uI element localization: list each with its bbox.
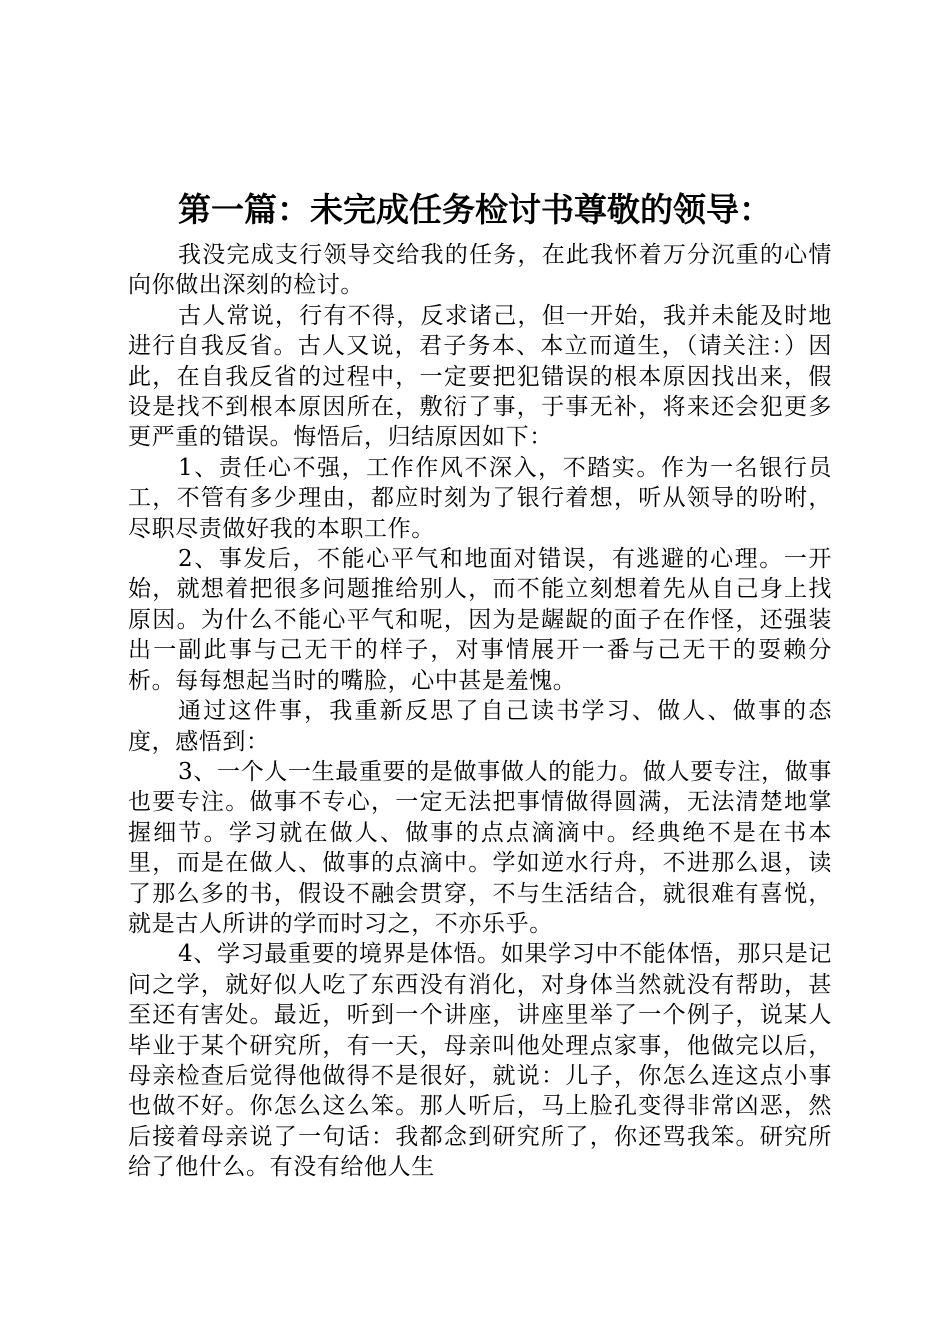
paragraph-1: 我没完成支行领导交给我的任务，在此我怀着万分沉重的心情向你做出深刻的检讨。: [128, 242, 832, 299]
paragraph-3: 1、责任心不强，工作作风不深入，不踏实。作为一名银行员工，不管有多少理由，都应时刻为了银行着想，听从领导的吩咐，尽职尽责做好我的本职工作。: [128, 454, 832, 542]
document-title: 第一篇：未完成任务检讨书尊敬的领导：: [178, 190, 772, 229]
paragraph-4: 2、事发后，不能心平气和地面对错误，有逃避的心理。一开始，就想着把很多问题推给别人，而不能立刻想着先从自己身上找原因。为什么不能心平气和呢，因为是龌龊的面子在作怪，还强装出一副此事与己无干的样子，对事情展开一番与己无干的耍赖分析。每每想起当时的嘴脸，心中甚是羞愧。: [128, 546, 832, 694]
paragraph-2: 古人常说，行有不得，反求诸己，但一开始，我并未能及时地进行自我反省。古人又说，君子务本、本立而道生，（请关注：）因此，在自我反省的过程中，一定要把犯错误的根本原因找出来，假设是找不到根本原因所在，敷衍了事，于事无补，将来还会犯更多更严重的错误。悔悟后，归结原因如下：: [128, 302, 832, 451]
paragraph-6: 3、一个人一生最重要的是做事做人的能力。做人要专注，做事也要专注。做事不专心，一定无法把事情做得圆满，无法清楚地掌握细节。学习就在做人、做事的点点滴滴中。经典绝不是在书本里，而是在做人、做事的点滴中。学如逆水行舟，不进那么退，读了那么多的书，假设不融会贯穿，不与生活结合，就很难有喜悦，就是古人所讲的学而时习之，不亦乐乎。: [128, 758, 832, 937]
document-body: [128, 240, 832, 1183]
paragraph-5: 通过这件事，我重新反思了自己读书学习、做人、做事的态度，感悟到：: [128, 698, 832, 755]
paragraph-7: 4、学习最重要的境界是体悟。如果学习中不能体悟，那只是记问之学，就好似人吃了东西没有消化，对身体当然就没有帮助，甚至还有害处。最近，听到一个讲座，讲座里举了一个例子，说某人毕业于某个研究所，有一天，母亲叫他处理点家事，他做完以后，母亲检查后觉得他做得不是很好，就说：儿子，你怎么连这点小事也做不好。你怎么这么笨。那人听后，马上脸孔变得非常凶恶，然后接着母亲说了一句话：我都念到研究所了，你还骂我笨。研究所给了他什么。有没有给他人生: [128, 941, 832, 1181]
